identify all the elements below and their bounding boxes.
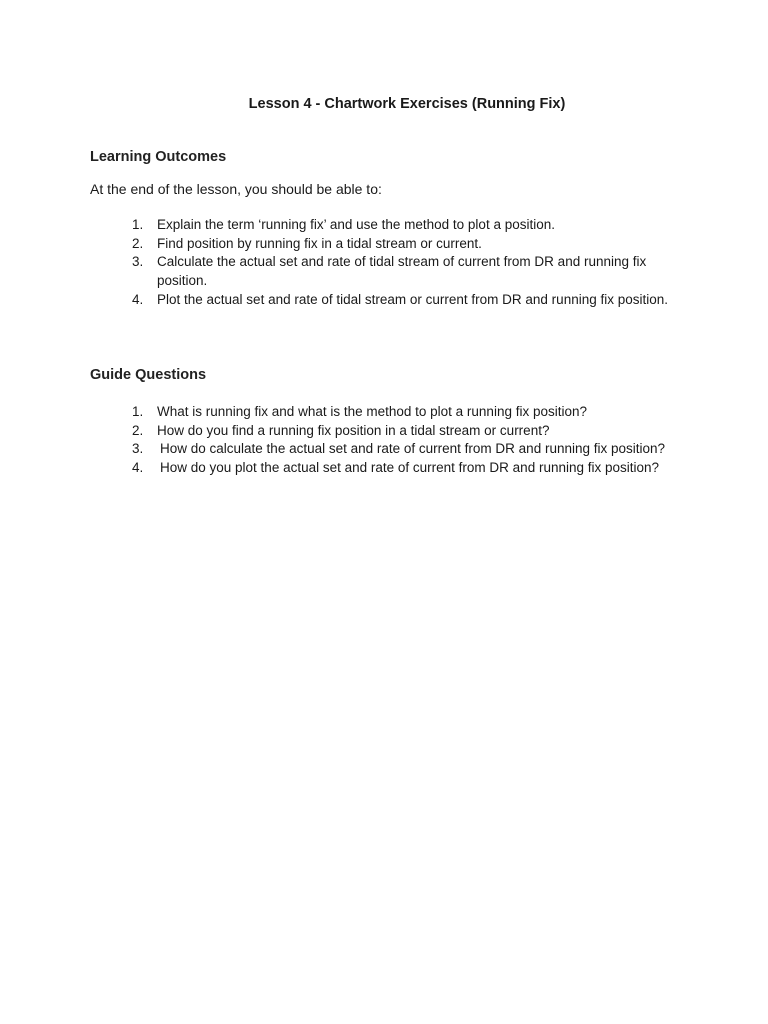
list-item xyxy=(120,291,690,310)
list-item xyxy=(120,216,690,235)
list-item-text: Plot the actual set and rate of tidal stream or current from DR and running fix position. xyxy=(157,291,669,307)
list-item-number: 2. xyxy=(132,235,144,251)
learning-outcomes-list xyxy=(120,216,690,310)
list-item-text: Explain the term ‘running fix’ and use the method to plot a position. xyxy=(157,217,555,232)
list-item-text: How do you find a running fix position in a tidal stream or current? xyxy=(157,422,550,438)
list-item-text: Find position by running fix in a tidal stream or current. xyxy=(157,235,482,251)
list-item xyxy=(120,235,690,254)
learning-outcomes-intro: At the end of the lesson, you should be able to: xyxy=(90,181,382,197)
list-item xyxy=(120,253,690,290)
list-item xyxy=(120,459,690,478)
list-item-number: 3. xyxy=(132,254,144,270)
list-item-text: How do calculate the actual set and rate of current from DR and running fix position? xyxy=(160,441,666,457)
list-item-text: Calculate the actual set and rate of tidal stream of current from DR and running fix position. xyxy=(157,254,647,289)
list-item-text: What is running fix and what is the method to plot a running fix position? xyxy=(157,404,587,419)
guide-questions-heading: Guide Questions xyxy=(90,367,207,383)
list-item-number: 4. xyxy=(132,291,144,307)
list-item xyxy=(120,403,690,422)
list-item xyxy=(120,440,690,459)
list-item-number: 1. xyxy=(132,217,144,232)
list-item-number: 2. xyxy=(132,422,144,438)
list-item-number: 3. xyxy=(132,441,144,457)
list-item-number: 4. xyxy=(132,460,144,476)
list-item xyxy=(120,422,690,441)
learning-outcomes-heading: Learning Outcomes xyxy=(90,149,227,165)
guide-questions-list xyxy=(120,403,690,478)
list-item-number: 1. xyxy=(132,404,144,419)
page-title: Lesson 4 - Chartwork Exercises (Running Fix) xyxy=(248,96,566,112)
list-item-text: How do you plot the actual set and rate of current from DR and running fix position? xyxy=(160,460,660,476)
